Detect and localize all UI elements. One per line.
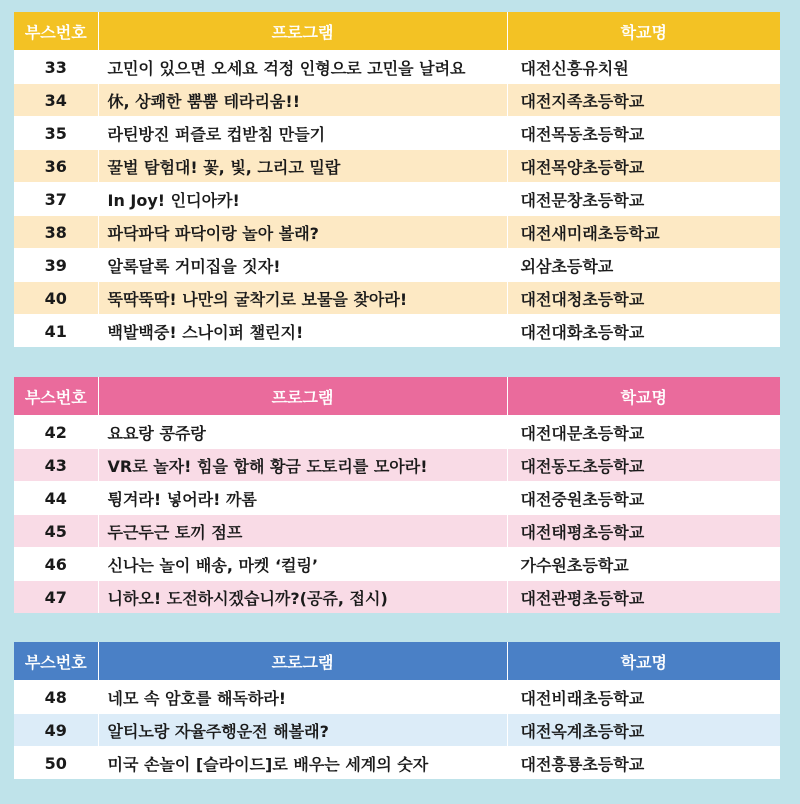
table-row: [14, 183, 780, 216]
program-name: 니하오! 도전하시겠습니까?(공쥬, 접시): [98, 581, 507, 614]
program-name: 알티노랑 자율주행운전 해볼래?: [98, 714, 507, 747]
header-school: 학교명: [507, 377, 780, 416]
program-name: 신나는 놀이 배송, 마켓 ‘컬링’: [98, 548, 507, 581]
program-name: 요요랑 콩쥬랑: [98, 416, 507, 449]
program-name: 미국 손놀이 [슬라이드]로 배우는 세계의 숫자: [98, 747, 507, 780]
table-row: [14, 548, 780, 581]
table-row: [14, 51, 780, 84]
booth-number: 37: [14, 183, 98, 216]
school-name: 대전대화초등학교: [507, 315, 780, 348]
program-name: 튕겨라! 넣어라! 까롬: [98, 482, 507, 515]
school-name: 대전지족초등학교: [507, 84, 780, 117]
table-row: [14, 747, 780, 780]
table-row: [14, 482, 780, 515]
school-name: 외삼초등학교: [507, 249, 780, 282]
school-name: 대전신흥유치원: [507, 51, 780, 84]
booth-table-48-50: [14, 642, 780, 779]
header-booth-number: 부스번호: [14, 377, 98, 416]
table-row: [14, 150, 780, 183]
school-name: 대전목동초등학교: [507, 117, 780, 150]
header-school: 학교명: [507, 642, 780, 681]
program-name: 백발백중! 스나이퍼 챌린지!: [98, 315, 507, 348]
table-header-row: [14, 642, 780, 681]
program-name: 꿀벌 탐험대! 꽃, 빛, 그리고 밀랍: [98, 150, 507, 183]
booth-number: 43: [14, 449, 98, 482]
school-name: 대전대문초등학교: [507, 416, 780, 449]
table-row: [14, 315, 780, 348]
table-row: [14, 117, 780, 150]
header-program: 프로그램: [98, 642, 507, 681]
school-name: 대전흥룡초등학교: [507, 747, 780, 780]
booth-number: 44: [14, 482, 98, 515]
booth-number: 40: [14, 282, 98, 315]
program-name: 고민이 있으면 오세요 걱정 인형으로 고민을 날려요: [98, 51, 507, 84]
booth-number: 39: [14, 249, 98, 282]
table-row: [14, 581, 780, 614]
school-name: 대전관평초등학교: [507, 581, 780, 614]
header-booth-number: 부스번호: [14, 642, 98, 681]
booth-number: 49: [14, 714, 98, 747]
header-program: 프로그램: [98, 12, 507, 51]
table-row: [14, 416, 780, 449]
table-row: [14, 282, 780, 315]
program-name: 라틴방진 퍼즐로 컵받침 만들기: [98, 117, 507, 150]
program-name: VR로 놀자! 힘을 합해 황금 도토리를 모아라!: [98, 449, 507, 482]
table-header-row: [14, 377, 780, 416]
booth-number: 48: [14, 681, 98, 714]
program-name: 파닥파닥 파닥이랑 놀아 볼래?: [98, 216, 507, 249]
header-program: 프로그램: [98, 377, 507, 416]
school-name: 대전태평초등학교: [507, 515, 780, 548]
table-row: [14, 84, 780, 117]
table-header-row: [14, 12, 780, 51]
school-name: 대전목양초등학교: [507, 150, 780, 183]
booth-number: 46: [14, 548, 98, 581]
program-name: 休, 상쾌한 뿜뿜 테라리움!!: [98, 84, 507, 117]
school-name: 대전비래초등학교: [507, 681, 780, 714]
booth-number: 34: [14, 84, 98, 117]
header-school: 학교명: [507, 12, 780, 51]
booth-number: 50: [14, 747, 98, 780]
booth-number: 38: [14, 216, 98, 249]
booth-number: 33: [14, 51, 98, 84]
school-name: 가수원초등학교: [507, 548, 780, 581]
school-name: 대전새미래초등학교: [507, 216, 780, 249]
table-row: [14, 449, 780, 482]
booth-table-42-47: [14, 377, 780, 613]
school-name: 대전옥계초등학교: [507, 714, 780, 747]
booth-number: 42: [14, 416, 98, 449]
school-name: 대전중원초등학교: [507, 482, 780, 515]
table-row: [14, 681, 780, 714]
program-name: 네모 속 암호를 해독하라!: [98, 681, 507, 714]
school-name: 대전대청초등학교: [507, 282, 780, 315]
school-name: 대전동도초등학교: [507, 449, 780, 482]
table-row: [14, 216, 780, 249]
table-row: [14, 515, 780, 548]
booth-number: 35: [14, 117, 98, 150]
program-name: 두근두근 토끼 점프: [98, 515, 507, 548]
booth-number: 41: [14, 315, 98, 348]
booth-number: 47: [14, 581, 98, 614]
school-name: 대전문창초등학교: [507, 183, 780, 216]
booth-table-33-41: [14, 12, 780, 347]
header-booth-number: 부스번호: [14, 12, 98, 51]
table-row: [14, 714, 780, 747]
program-name: 알록달록 거미집을 짓자!: [98, 249, 507, 282]
program-name: In Joy! 인디아카!: [98, 183, 507, 216]
table-row: [14, 249, 780, 282]
booth-number: 45: [14, 515, 98, 548]
booth-number: 36: [14, 150, 98, 183]
program-name: 뚝딱뚝딱! 나만의 굴착기로 보물을 찾아라!: [98, 282, 507, 315]
